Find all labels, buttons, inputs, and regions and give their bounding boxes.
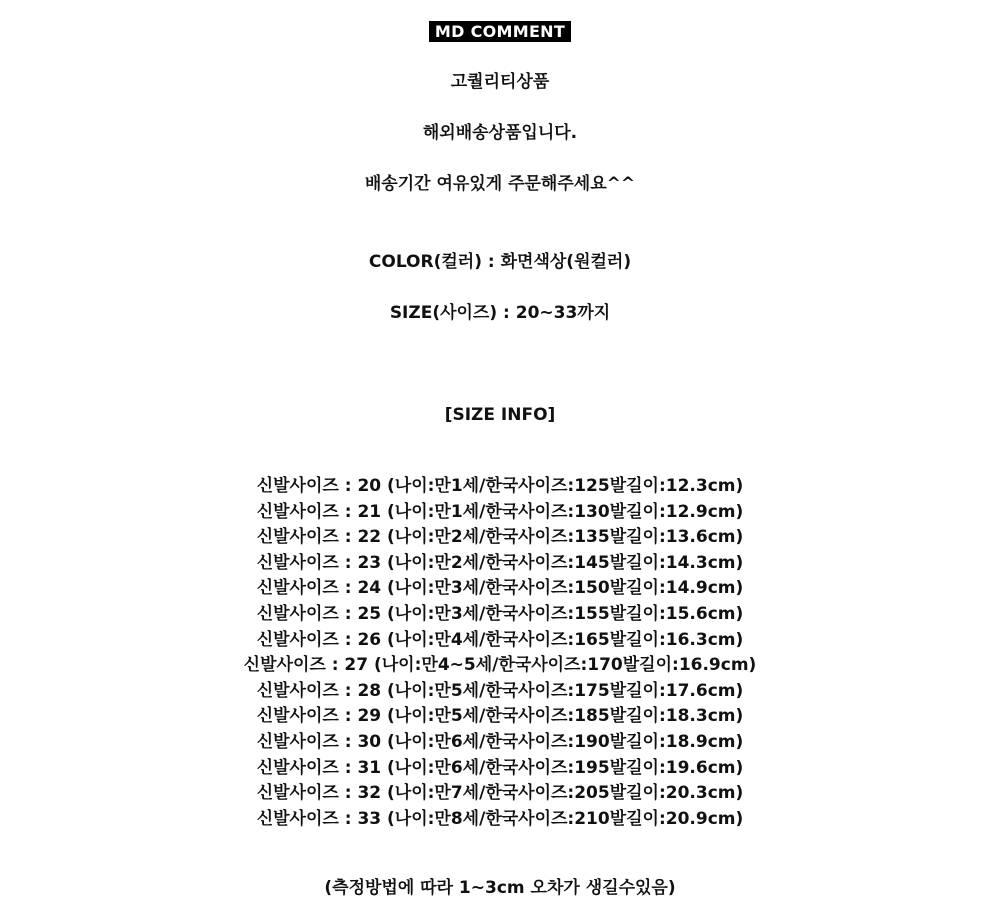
size-row: 신발사이즈 : 25 (나이:만3세/한국사이즈:155발길이:15.6cm) bbox=[256, 603, 744, 624]
size-row: 신발사이즈 : 26 (나이:만4세/한국사이즈:165발길이:16.3cm) bbox=[256, 629, 744, 650]
size-row: 신발사이즈 : 21 (나이:만1세/한국사이즈:130발길이:12.9cm) bbox=[256, 501, 744, 522]
size-row: 신발사이즈 : 28 (나이:만5세/한국사이즈:175발길이:17.6cm) bbox=[256, 680, 744, 701]
size-row: 신발사이즈 : 22 (나이:만2세/한국사이즈:135발길이:13.6cm) bbox=[256, 527, 744, 548]
md-comment-badge: MD COMMENT bbox=[429, 21, 571, 42]
size-info-list bbox=[0, 474, 1000, 832]
spec-color: COLOR(컬러) : 화면색상(원컬러) bbox=[368, 252, 632, 272]
size-row: 신발사이즈 : 30 (나이:만6세/한국사이즈:190발길이:18.9cm) bbox=[256, 731, 744, 752]
size-info-title: [SIZE INFO] bbox=[444, 405, 556, 425]
size-row: 신발사이즈 : 20 (나이:만1세/한국사이즈:125발길이:12.3cm) bbox=[256, 476, 744, 496]
size-row: 신발사이즈 : 32 (나이:만7세/한국사이즈:205발길이:20.3cm) bbox=[256, 783, 744, 804]
spec-size: SIZE(사이즈) : 20~33까지 bbox=[389, 303, 611, 323]
size-row: 신발사이즈 : 33 (나이:만8세/한국사이즈:210발길이:20.9cm) bbox=[256, 808, 744, 829]
size-row: 신발사이즈 : 27 (나이:만4~5세/한국사이즈:170발길이:16.9cm) bbox=[243, 655, 757, 676]
measurement-note: (측정방법에 따라 1~3cm 오차가 생길수있음) bbox=[324, 878, 676, 898]
intro-line-delivery-time: 배송기간 여유있게 주문해주세요^^ bbox=[364, 174, 636, 194]
md-comment-header bbox=[0, 21, 1000, 42]
intro-line-overseas-shipping: 해외배송상품입니다. bbox=[422, 123, 578, 143]
size-row: 신발사이즈 : 29 (나이:만5세/한국사이즈:185발길이:18.3cm) bbox=[256, 706, 744, 727]
size-row: 신발사이즈 : 23 (나이:만2세/한국사이즈:145발길이:14.3cm) bbox=[256, 552, 744, 573]
size-row: 신발사이즈 : 24 (나이:만3세/한국사이즈:150발길이:14.9cm) bbox=[256, 578, 744, 599]
size-row: 신발사이즈 : 31 (나이:만6세/한국사이즈:195발길이:19.6cm) bbox=[256, 757, 744, 778]
intro-line-quality: 고퀄리티상품 bbox=[450, 72, 550, 92]
